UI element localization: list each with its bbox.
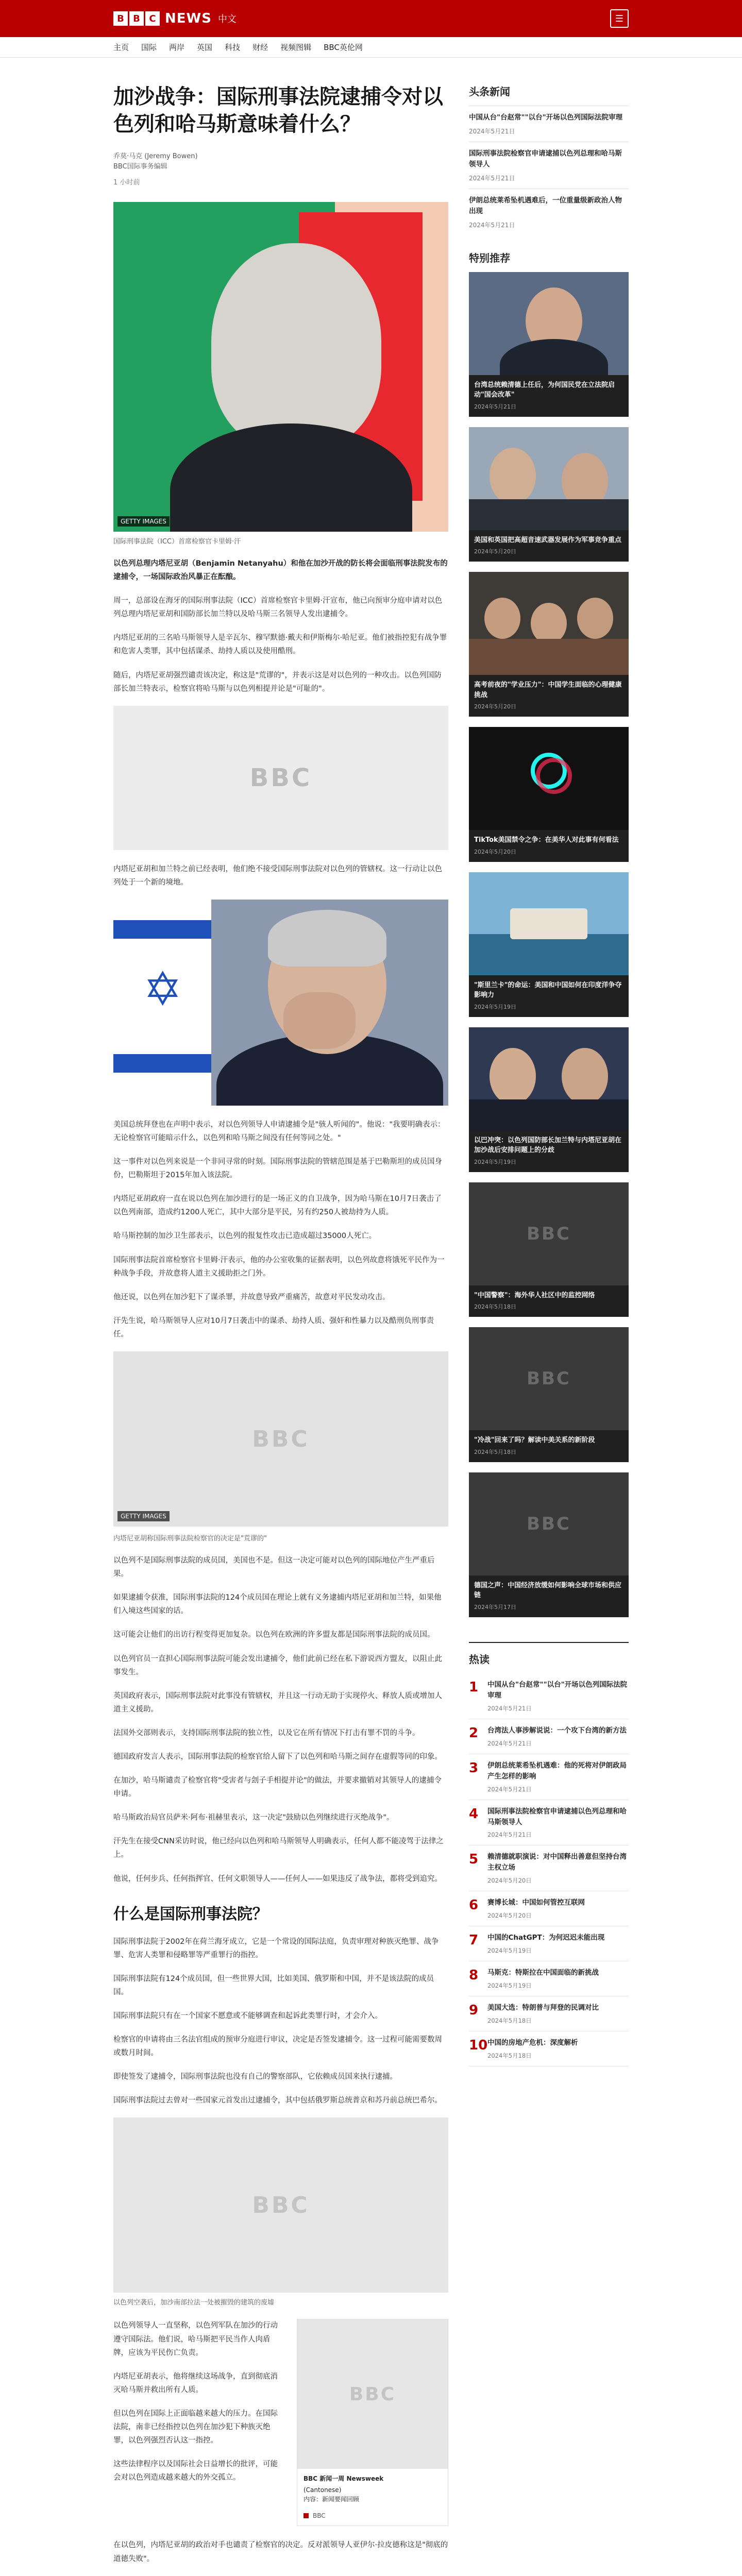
lead-paragraph: 以色列总理内塔尼亚胡（Benjamin Netanyahu）和他在加沙开战的防长将会面临刑事法院发布的逮捕令，一场国际政治风暴正在酝酿。 [113, 559, 448, 582]
logo-block-b1: B [113, 11, 128, 26]
video-card-desc: 内容：新闻要闻回顾 [303, 2496, 360, 2503]
paragraph: 国际刑事法院过去曾对一些国家元首发出过逮捕令，其中包括俄罗斯总统普京和苏丹前总统巴希尔。 [113, 2096, 442, 2105]
logo-block-b2: B [129, 11, 144, 26]
feature-card-date: 2024年5月18日 [474, 1303, 516, 1311]
image-placeholder-logo: BBC [527, 1513, 571, 1534]
nav-item-finance[interactable]: 财经 [252, 43, 268, 52]
feature-image[interactable] [469, 872, 629, 975]
image-placeholder-logo: BBC [252, 1426, 310, 1452]
top-news-item[interactable] [469, 189, 629, 235]
paragraph: 如果逮捕令获准，国际刑事法院的124个成员国在理论上就有义务逮捕内塔尼亚胡和加兰特，如果他们入境这些国家的话。 [113, 1594, 442, 1616]
image-placeholder-logo: BBC [527, 1368, 571, 1389]
bbc-logo[interactable] [113, 11, 160, 26]
top-news-date: 2024年5月21日 [469, 221, 515, 229]
hero-credit: GETTY IMAGES [117, 516, 170, 527]
paragraph: 哈马斯政治局官员萨米·阿布·祖赫里表示，这一决定"鼓励以色列继续进行灭绝战争"。 [113, 1814, 394, 1822]
feature-card-title[interactable]: TikTok美国禁令之争：在美华人对此事有何看法 [474, 836, 619, 844]
nav-item-world[interactable]: 国际 [141, 43, 157, 52]
paragraph: 即使签发了逮捕令，国际刑事法院也没有自己的警察部队，它依赖成员国来执行逮捕。 [113, 2073, 397, 2081]
popular-item[interactable] [469, 1800, 629, 1846]
nav-item-ukchina[interactable]: BBC英伦网 [324, 43, 363, 52]
video-card[interactable] [297, 2319, 448, 2526]
feature-card-title[interactable]: 美国和英国把高超音速武器发展作为军事竞争重点 [474, 536, 622, 544]
popular-item-date: 2024年5月18日 [487, 2052, 532, 2059]
feature-image[interactable] [469, 427, 629, 530]
feature-image[interactable] [469, 1027, 629, 1130]
popular-item-date: 2024年5月21日 [487, 1831, 532, 1839]
spacer [469, 1628, 629, 1642]
feature-card[interactable] [469, 872, 629, 1017]
paragraph: 这可能会让他们的出访行程变得更加复杂。以色列在欧洲的许多盟友都是国际刑事法院的成员国。 [113, 1631, 435, 1639]
nav-item-tech[interactable]: 科技 [225, 43, 241, 52]
video-thumb[interactable] [297, 2319, 448, 2469]
popular-item-title[interactable]: 中国的房地产危机：深度解析 [487, 2038, 578, 2047]
article-main [113, 83, 448, 2576]
star-of-david-icon: ✡ [143, 962, 182, 1016]
figure-hand [283, 992, 356, 1049]
bbc-placeholder [469, 1472, 629, 1575]
popular-rank: 9 [469, 2003, 479, 2019]
popular-item-title[interactable]: 赖清德就职演说：对中国释出善意但坚持台湾主权立场 [487, 1853, 627, 1872]
bbc-placeholder [469, 1327, 629, 1430]
paragraph: 国际刑事法院首席检察官卡里姆·汗表示，他的办公室收集的证据表明，以色列故意将饿死平民作为一种战争手段，并故意将人道主义援助拒之门外。 [113, 1256, 445, 1278]
author-role: BBC国际事务编辑 [113, 163, 167, 171]
feature-card-title[interactable]: "斯里兰卡"的命运：美国和中国如何在印度洋争夺影响力 [474, 981, 622, 999]
image-placeholder-logo: BBC [527, 1223, 571, 1244]
brand-sub: 中文 [217, 14, 237, 25]
logo-block-c: C [145, 11, 160, 26]
ad-slot [113, 706, 448, 850]
most-read [469, 1642, 629, 2066]
feature-card-date: 2024年5月20日 [474, 548, 516, 555]
nav-item-uk[interactable]: 英国 [197, 43, 213, 52]
feature-image[interactable] [469, 727, 629, 830]
top-news-date: 2024年5月21日 [469, 127, 515, 135]
page-body [113, 58, 629, 2576]
popular-item-date: 2024年5月20日 [487, 1877, 532, 1885]
paragraph: 国际刑事法院于2002年在荷兰海牙成立，它是一个常设的国际法庭，负责审理对种族灭绝罪、战争罪、危害人类罪和侵略罪等严重罪行的指控。 [113, 1937, 439, 1959]
feature-card[interactable] [469, 572, 629, 717]
text-with-video-card [113, 2319, 448, 2526]
image-placeholder-logo: BBC [349, 2383, 396, 2405]
popular-item-date: 2024年5月19日 [487, 1982, 532, 1990]
feature-card[interactable] [469, 1182, 629, 1317]
popular-rank: 4 [469, 1806, 479, 1822]
popular-item-title[interactable]: 中国从台"台赵常""以台"开场以色列国际法院审理 [487, 1680, 628, 1700]
popular-item[interactable] [469, 1996, 629, 2031]
gallery-caption-2: 以色列空袭后，加沙南部拉法一处被摧毁的建筑的废墟 [113, 2299, 275, 2307]
popular-rank: 8 [469, 1968, 479, 1984]
paragraph: 以色列领导人一直坚称，以色列军队在加沙的行动遵守国际法。他们说，哈马斯把平民当作人肉盾牌，应该为平民伤亡负责。 [113, 2321, 278, 2357]
video-card-publisher [297, 2509, 448, 2526]
popular-item[interactable] [469, 1719, 629, 1754]
popular-item-title[interactable]: 马斯克：特斯拉在中国面临的新挑战 [487, 1969, 599, 1977]
popular-rank: 5 [469, 1852, 479, 1868]
paragraph: 内塔尼亚胡和加兰特之前已经表明，他们绝不接受国际刑事法院对以色列的管辖权。这一行动让以色列处于一个新的境地。 [113, 865, 442, 887]
image-placeholder-logo: BBC [252, 2192, 310, 2218]
gallery-image-2 [113, 2117, 448, 2293]
feature-card[interactable] [469, 1327, 629, 1462]
feature-image[interactable] [469, 572, 629, 675]
popular-item-date: 2024年5月18日 [487, 2016, 532, 2024]
ad-placeholder-logo: BBC [249, 763, 312, 792]
publisher-icon [303, 2513, 309, 2518]
paragraph: 这一事件对以色列来说是一个非同寻常的时刻。国际刑事法院的管辖范围是基于巴勒斯坦的成员国身份，巴勒斯坦于2015年加入该法院。 [113, 1158, 442, 1180]
brand-name[interactable]: NEWS [165, 11, 212, 26]
feature-card[interactable] [469, 1027, 629, 1172]
feature-card-title[interactable]: "中国警察"：海外华人社区中的监控网络 [474, 1291, 595, 1299]
netanyahu-photo [113, 900, 448, 1106]
paragraph: 国际刑事法院只有在一个国家不愿意或不能够调查和起诉此类罪行时，才会介入。 [113, 2012, 382, 2021]
popular-item[interactable] [469, 2031, 629, 2066]
top-news-title-text[interactable]: 国际刑事法院检察官申请逮捕以色列总理和哈马斯领导人 [469, 149, 622, 169]
nav-item-video[interactable]: 视频图辑 [280, 43, 312, 52]
paragraph: 汗先生在接受CNN采访时说，他已经向以色列和哈马斯领导人明确表示，任何人都不能凌驾于法律之上。 [113, 1837, 444, 1859]
feature-card-title[interactable]: 德国之声：中国经济放缓如何影响全球市场和供应链 [474, 1581, 622, 1600]
feature-card-date: 2024年5月18日 [474, 1448, 516, 1455]
top-news-date: 2024年5月21日 [469, 174, 515, 182]
popular-item-date: 2024年5月21日 [487, 1704, 532, 1712]
top-news-item[interactable] [469, 142, 629, 189]
nav-item-home[interactable]: 主页 [113, 43, 129, 52]
paragraph: 但以色列在国际上正面临越来越大的压力。在国际法院，南非已经指控以色列在加沙犯下种族灭绝罪，以色列强烈否认这一指控。 [113, 2409, 278, 2445]
spacer [469, 235, 629, 250]
paragraph: 以色列不是国际刑事法院的成员国，美国也不是。但这一决定可能对以色列的国际地位产生严重后果。 [113, 1556, 435, 1579]
paragraph: 在加沙，哈马斯谴责了检察官将"受害者与刽子手相提并论"的做法，并要求撤销对其领导人的逮捕令申请。 [113, 1776, 442, 1799]
popular-item[interactable] [469, 1845, 629, 1891]
video-card-caption [297, 2469, 448, 2509]
menu-icon[interactable]: ☰ [610, 9, 629, 28]
publisher-name: BBC [313, 2512, 326, 2520]
feature-card-date: 2024年5月21日 [474, 403, 516, 410]
top-bar [0, 0, 742, 37]
feature-card-date: 2024年5月19日 [474, 1003, 516, 1010]
popular-item-title[interactable]: 伊朗总统莱希坠机遇难：他的死将对伊朗政局产生怎样的影响 [487, 1761, 627, 1781]
feature-card-title[interactable]: 高考前夜的"学业压力"：中国学生面临的心理健康挑战 [474, 681, 622, 699]
gallery-image [113, 1351, 448, 1527]
feature-card-date: 2024年5月17日 [474, 1603, 516, 1611]
popular-rank: 6 [469, 1897, 479, 1913]
publish-time: 1 小时前 [113, 179, 140, 187]
paragraph: 德国政府发言人表示，国际刑事法院的检察官给人留下了以色列和哈马斯之间存在虚假等同的印象。 [113, 1752, 442, 1761]
top-news-title-text[interactable]: 伊朗总统莱希坠机遇难后，一位重量级新政治人物出现 [469, 196, 622, 216]
feature-card-title[interactable]: 台湾总统赖清德上任后，为何国民党在立法院启动"国会改革" [474, 381, 615, 399]
feature-card[interactable] [469, 272, 629, 417]
popular-item[interactable] [469, 1926, 629, 1961]
author-name[interactable]: 乔莫·马克 (Jeremy Bowen) [113, 152, 198, 160]
popular-item[interactable] [469, 1673, 629, 1719]
feature-card-date: 2024年5月20日 [474, 703, 516, 710]
popular-item-title[interactable]: 台湾法人事涉解说说：一个攻下台湾的新方法 [487, 1726, 627, 1735]
popular-item-title[interactable]: 国际刑事法院检察官申请逮捕以色列总理和哈马斯领导人 [487, 1807, 627, 1826]
top-news-title-text[interactable]: 中国从台"台赵常""以台"开场以色列国际法院审理 [469, 113, 623, 122]
figure-hair [268, 910, 386, 967]
feature-image[interactable] [469, 272, 629, 375]
feature-card[interactable] [469, 727, 629, 862]
hero-figure-face [211, 243, 381, 449]
popular-rank: 3 [469, 1760, 479, 1776]
popular-item[interactable] [469, 1891, 629, 1926]
split-text [113, 2319, 283, 2526]
popular-item-title[interactable]: 赛博长城：中国如何管控互联网 [487, 1899, 585, 1907]
sidebar [469, 83, 629, 2576]
paragraph: 他说，任何步兵、任何指挥官、任何文职领导人——任何人——如果违反了战争法，都将受到追究。 [113, 1874, 442, 1883]
paragraph: 国际刑事法院有124个成员国，但一些世界大国，比如美国、俄罗斯和中国，并不是该法院的成员国。 [113, 1974, 434, 1996]
paragraph: 内塔尼亚胡表示，他将继续这场战争，直到彻底消灭哈马斯并救出所有人质。 [113, 2372, 278, 2394]
article-title: 加沙战争：国际刑事法院逮捕令对以色列和哈马斯意味着什么？ [113, 85, 443, 136]
video-card-sub: (Cantonese) [303, 2486, 342, 2494]
feature-image[interactable] [469, 1182, 629, 1285]
flag-stripe [113, 920, 211, 939]
gallery-credit: GETTY IMAGES [117, 1511, 170, 1521]
paragraph: 这些法律程序以及国际社会日益增长的批评，可能会对以色列造成越来越大的外交孤立。 [113, 2460, 278, 2482]
popular-title: 热读 [469, 1653, 490, 1666]
paragraph: 内塔尼亚胡的三名哈马斯领导人是辛瓦尔、穆罕默德·戴夫和伊斯梅尔·哈尼亚。他们被指控犯有战争罪和危害人类罪，其中包括谋杀、劫持人质以及使用酷刑。 [113, 634, 447, 656]
popular-item-date: 2024年5月20日 [487, 1912, 532, 1920]
popular-item-date: 2024年5月21日 [487, 1739, 532, 1747]
hero-image [113, 202, 448, 532]
popular-item[interactable] [469, 1754, 629, 1800]
flag-stripe [113, 1054, 211, 1073]
paragraph: 内塔尼亚胡政府一直在说以色列在加沙进行的是一场正义的自卫战争，因为哈马斯在10月7日袭击了以色列南部，造成约1200人死亡，其中大部分是平民，另有约250人被劫持为人质。 [113, 1195, 442, 1217]
popular-item-date: 2024年5月19日 [487, 1947, 532, 1955]
paragraph: 他还说，以色列在加沙犯下了谋杀罪，并故意导致严重痛苦，故意对平民发动攻击。 [113, 1293, 390, 1301]
byline [113, 151, 448, 189]
feature-image[interactable] [469, 1472, 629, 1575]
paragraph: 汗先生说，哈马斯领导人应对10月7日袭击中的谋杀、劫持人质、强奸和性暴力以及酷刑负刑事责任。 [113, 1316, 434, 1338]
popular-item-title[interactable]: 美国大选：特朗普与拜登的民调对比 [487, 2004, 599, 2012]
feature-card[interactable] [469, 427, 629, 562]
feature-card-date: 2024年5月20日 [474, 848, 516, 855]
video-card-title[interactable]: BBC 新闻一周 Newsweek [303, 2475, 384, 2483]
popular-item[interactable] [469, 1961, 629, 1996]
feature-card-title[interactable]: "冷战"回来了吗？解读中美关系的新阶段 [474, 1436, 595, 1445]
popular-rank: 1 [469, 1679, 479, 1695]
gallery-caption: 内塔尼亚胡称国际刑事法院检察官的决定是"荒谬的" [113, 1535, 267, 1543]
top-news-item[interactable] [469, 106, 629, 142]
feature-card-title[interactable]: 以巴冲突：以色列国防部长加兰特与内塔尼亚胡在加沙战后安排问题上的分歧 [474, 1136, 622, 1155]
hero-caption: 国际刑事法院（ICC）首席检察官卡里姆·汗 [113, 537, 241, 546]
paragraph: 英国政府表示，国际刑事法院对此事没有管辖权，并且这一行动无助于实现停火、释放人质或增加人道主义援助。 [113, 1691, 442, 1714]
paragraph: 在以色列，内塔尼亚胡的政治对手也谴责了检察官的决定。反对派领导人亚伊尔·拉皮德称这是"彻底的道德失败"。 [113, 2541, 448, 2563]
paragraph: 检察官的申请将由三名法官组成的预审分庭进行审议，决定是否签发逮捕令。这一过程可能需要数周或数月时间。 [113, 2036, 442, 2058]
popular-rank: 10 [469, 2037, 488, 2053]
main-nav [0, 37, 742, 58]
feature-card-date: 2024年5月19日 [474, 1158, 516, 1165]
paragraph: 以色列官员一直担心国际刑事法院可能会发出逮捕令，他们此前已经在私下游说西方盟友，以阻止此事发生。 [113, 1654, 442, 1676]
paragraph: 法国外交部则表示，支持国际刑事法院的独立性，以及它在所有情况下打击有罪不罚的斗争。 [113, 1728, 420, 1737]
popular-item-date: 2024年5月21日 [487, 1785, 532, 1793]
paragraph: 哈马斯控制的加沙卫生部表示，以色列的报复性攻击已造成超过35000人死亡。 [113, 1232, 377, 1241]
paragraph: 美国总统拜登也在声明中表示，对以色列领导人申请逮捕令是"骇人听闻的"。他说："我要明确表示：无论检察官可能暗示什么，以色列和哈马斯之间没有任何等同之处。" [113, 1120, 445, 1143]
feature-image[interactable] [469, 1327, 629, 1430]
paragraph: 周一，总部设在海牙的国际刑事法院（ICC）首席检察官卡里姆·汗宣布，他已向预审分庭申请对以色列总理内塔尼亚胡和国防部长加兰特以及哈马斯三名领导人发出逮捕令。 [113, 597, 443, 619]
feature-title: 特别推荐 [469, 251, 510, 264]
paragraph: 随后，内塔尼亚胡强烈谴责该决定，称这是"荒谬的"，并表示这是对以色列的一种攻击。以色列国防部长加兰特表示，检察官将哈马斯与以色列相提并论是"可耻的"。 [113, 671, 442, 693]
popular-rank: 7 [469, 1933, 479, 1948]
feature-card[interactable] [469, 1472, 629, 1617]
popular-rank: 2 [469, 1725, 479, 1741]
nav-item-cross-strait[interactable]: 两岸 [169, 43, 185, 52]
top-news-title: 头条新闻 [469, 86, 510, 98]
israel-flag [113, 900, 211, 1106]
popular-item-title[interactable]: 中国的ChatGPT：为何迟迟未能出现 [487, 1934, 605, 1942]
bbc-placeholder [469, 1182, 629, 1285]
section-heading: 什么是国际刑事法院？ [113, 1905, 268, 1923]
